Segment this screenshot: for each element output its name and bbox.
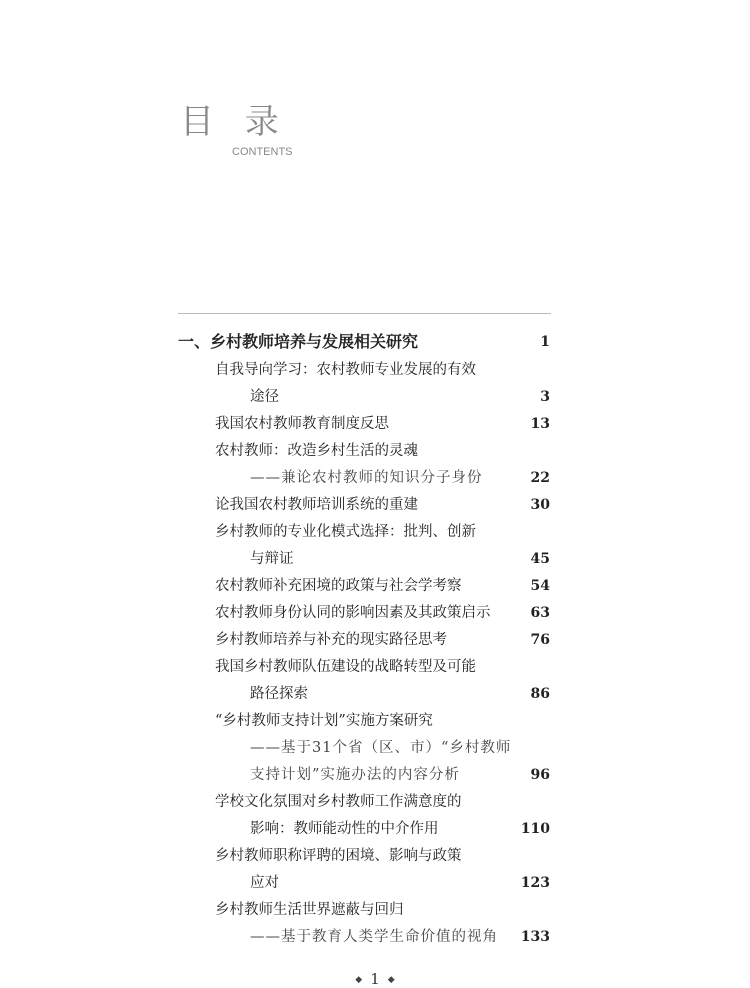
- toc-entry-title[interactable]: 乡村教师职称评聘的困境、影响与政策: [215, 848, 462, 864]
- toc-entry-title[interactable]: 学校文化氛围对乡村教师工作满意度的: [215, 794, 462, 810]
- toc-entry-title[interactable]: “乡村教师支持计划”实施方案研究: [215, 713, 433, 729]
- toc-entry-title-cont[interactable]: 路径探索: [250, 686, 308, 702]
- toc-entry-title[interactable]: 农村教师补充困境的政策与社会学考察: [215, 578, 462, 594]
- toc-entry-title[interactable]: 乡村教师培养与补充的现实路径思考: [215, 632, 447, 648]
- toc-entry-page: 30: [530, 497, 550, 513]
- toc-entry-page: 110: [520, 821, 550, 837]
- toc-entry-subtitle[interactable]: ——基于教育人类学生命价值的视角: [250, 929, 498, 945]
- toc-entry-page: 96: [530, 767, 550, 783]
- toc-entry-title-cont[interactable]: 影响：教师能动性的中介作用: [250, 821, 439, 837]
- section-page: 1: [540, 334, 550, 350]
- toc-entry-page: 45: [530, 551, 550, 567]
- toc-entry-title[interactable]: 农村教师身份认同的影响因素及其政策启示: [215, 605, 491, 621]
- toc-entry-subtitle-cont[interactable]: 支持计划”实施办法的内容分析: [250, 767, 460, 783]
- toc-entry-page: 86: [530, 686, 550, 702]
- toc-entry-title-cont[interactable]: 途径: [250, 389, 279, 405]
- toc-entry-page: 54: [530, 578, 550, 594]
- toc-entry-subtitle[interactable]: ——兼论农村教师的知识分子身份: [250, 470, 483, 486]
- section-title[interactable]: 一、乡村教师培养与发展相关研究: [178, 332, 419, 351]
- toc-entry-title[interactable]: 农村教师：改造乡村生活的灵魂: [215, 443, 418, 459]
- page-footer: [0, 970, 750, 988]
- diamond-icon: ◆: [387, 975, 395, 985]
- toc-entry-subtitle[interactable]: ——基于31个省（区、市）“乡村教师: [250, 740, 512, 756]
- toc-entry-title[interactable]: 论我国农村教师培训系统的重建: [215, 497, 418, 513]
- toc-entry-title-cont[interactable]: 应对: [250, 875, 279, 891]
- toc-entry-page: 63: [530, 605, 550, 621]
- toc-entry-title[interactable]: 乡村教师的专业化模式选择：批判、创新: [215, 524, 476, 540]
- toc-entry-title[interactable]: 我国农村教师教育制度反思: [215, 416, 389, 432]
- toc-entry-page: 76: [530, 632, 550, 648]
- toc-title: 目 录: [180, 102, 289, 142]
- toc-entry-page: 22: [530, 470, 550, 486]
- toc-entry-page: 133: [520, 929, 550, 945]
- toc-entry-page: 13: [530, 416, 550, 432]
- toc-entry-title[interactable]: 乡村教师生活世界遮蔽与回归: [215, 902, 404, 918]
- toc-entry-title[interactable]: 自我导向学习：农村教师专业发展的有效: [215, 362, 476, 378]
- diamond-icon: ◆: [355, 975, 363, 985]
- page-number: 1: [370, 970, 380, 988]
- toc-entry-title[interactable]: 我国乡村教师队伍建设的战略转型及可能: [215, 659, 476, 675]
- toc-entry-page: 123: [520, 875, 550, 891]
- toc-subtitle: CONTENTS: [232, 146, 293, 158]
- toc-entry-page: 3: [540, 389, 550, 405]
- toc-entry-title-cont[interactable]: 与辩证: [250, 551, 294, 567]
